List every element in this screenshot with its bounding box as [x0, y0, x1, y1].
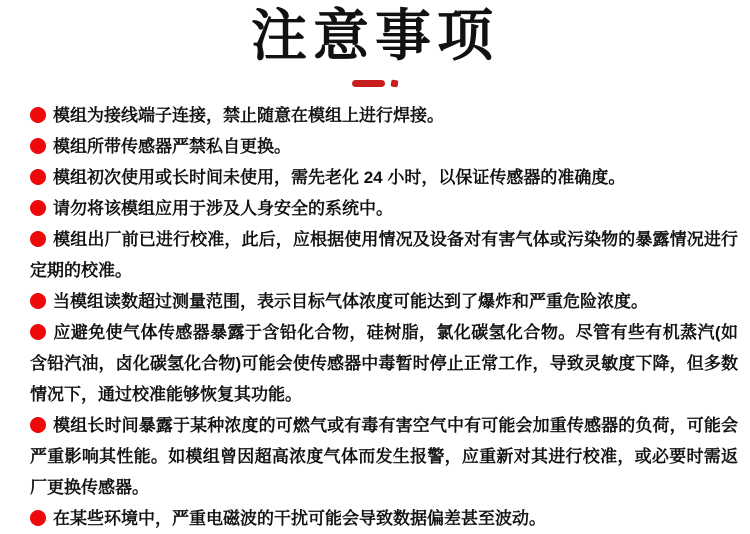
notice-item-text: 请勿将该模组应用于涉及人身安全的系统中。	[53, 199, 393, 218]
page-title: 注意事项	[251, 4, 499, 67]
notice-item-text: 当模组读数超过测量范围，表示目标气体浓度可能达到了爆炸和严重危险浓度。	[53, 292, 648, 311]
notice-item-text: 在某些环境中，严重电磁波的干扰可能会导致数据偏差甚至波动。	[53, 509, 546, 528]
red-bullet-icon	[30, 293, 46, 309]
notice-item-text: 应避免使气体传感器暴露于含铅化合物，硅树脂，氯化碳氢化合物。尽管有些有机蒸汽(如含铅汽油，卤化碳氢化合物)可能会使传感器中毒暂时停止正常工作，导致灵敏度下降，但多数情况下，通过校准能够恢复其功能。	[30, 323, 738, 404]
divider-dot-icon	[391, 79, 399, 87]
red-bullet-icon	[30, 107, 46, 123]
title-divider	[0, 79, 750, 87]
notice-item-text: 模组初次使用或长时间未使用，需先老化 24 小时，以保证传感器的准确度。	[53, 168, 626, 187]
red-bullet-icon	[30, 510, 46, 526]
notice-item-text: 模组所带传感器严禁私自更换。	[53, 137, 291, 156]
notice-item	[30, 100, 738, 131]
notice-item	[30, 131, 738, 162]
notice-item	[30, 162, 738, 193]
divider-dash-icon	[352, 80, 385, 87]
notice-item-text: 模组出厂前已进行校准，此后，应根据使用情况及设备对有害气体或污染物的暴露情况进行定期的校准。	[30, 230, 738, 280]
notice-item	[30, 317, 738, 410]
red-bullet-icon	[30, 169, 46, 185]
red-bullet-icon	[30, 231, 46, 247]
notice-item	[30, 224, 738, 286]
notice-item-text: 模组长时间暴露于某种浓度的可燃气或有毒有害空气中有可能会加重传感器的负荷，可能会严重影响其性能。如模组曾因超高浓度气体而发生报警，应重新对其进行校准，或必要时需返厂更换传感器。	[30, 416, 738, 497]
notice-item	[30, 503, 738, 534]
red-bullet-icon	[30, 138, 46, 154]
notice-item	[30, 286, 738, 317]
notice-item	[30, 193, 738, 224]
red-bullet-icon	[30, 200, 46, 216]
notice-item	[30, 410, 738, 503]
red-bullet-icon	[30, 324, 46, 340]
notice-item-text: 模组为接线端子连接，禁止随意在模组上进行焊接。	[53, 106, 444, 125]
red-bullet-icon	[30, 417, 46, 433]
notice-list	[0, 87, 750, 534]
